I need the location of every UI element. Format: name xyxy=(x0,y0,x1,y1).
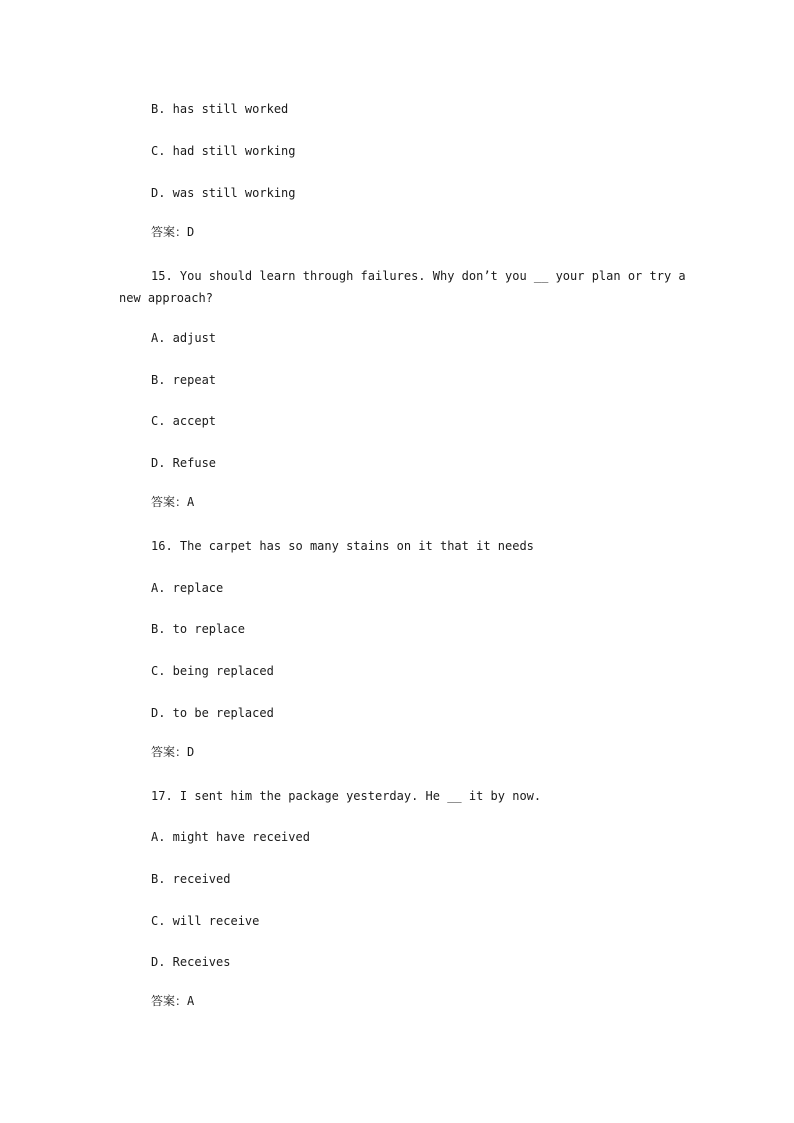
q17-option-b: B. received xyxy=(151,872,231,886)
q15-option-b: B. repeat xyxy=(151,373,217,387)
q16-option-a: A. replace xyxy=(151,581,224,595)
q17-option-c: C. will receive xyxy=(151,914,260,928)
q17-option-d: D. Receives xyxy=(151,955,231,969)
q16-option-c: C. being replaced xyxy=(151,664,274,678)
q14-option-d: D. was still working xyxy=(151,186,296,200)
q16-option-d: D. to be replaced xyxy=(151,706,274,720)
q17-answer: 答案：A xyxy=(151,994,195,1008)
q16-question: 16. The carpet has so many stains on it that it needs xyxy=(151,539,534,553)
q15-question-line2: new approach? xyxy=(119,291,213,305)
q14-option-c: C. had still working xyxy=(151,144,296,158)
q15-option-c: C. accept xyxy=(151,414,217,428)
q17-option-a: A. might have received xyxy=(151,830,310,844)
q14-option-b: B. has still worked xyxy=(151,102,289,116)
q15-option-a: A. adjust xyxy=(151,331,217,345)
q15-option-d: D. Refuse xyxy=(151,456,217,470)
q16-option-b: B. to replace xyxy=(151,622,245,636)
q17-question: 17. I sent him the package yesterday. He __ it by now. xyxy=(151,789,542,803)
q16-answer: 答案：D xyxy=(151,745,195,759)
q15-question-line1: 15. You should learn through failures. Why don’t you __ your plan or try a xyxy=(151,269,686,283)
q15-answer: 答案：A xyxy=(151,495,195,509)
q14-answer: 答案：D xyxy=(151,225,195,239)
